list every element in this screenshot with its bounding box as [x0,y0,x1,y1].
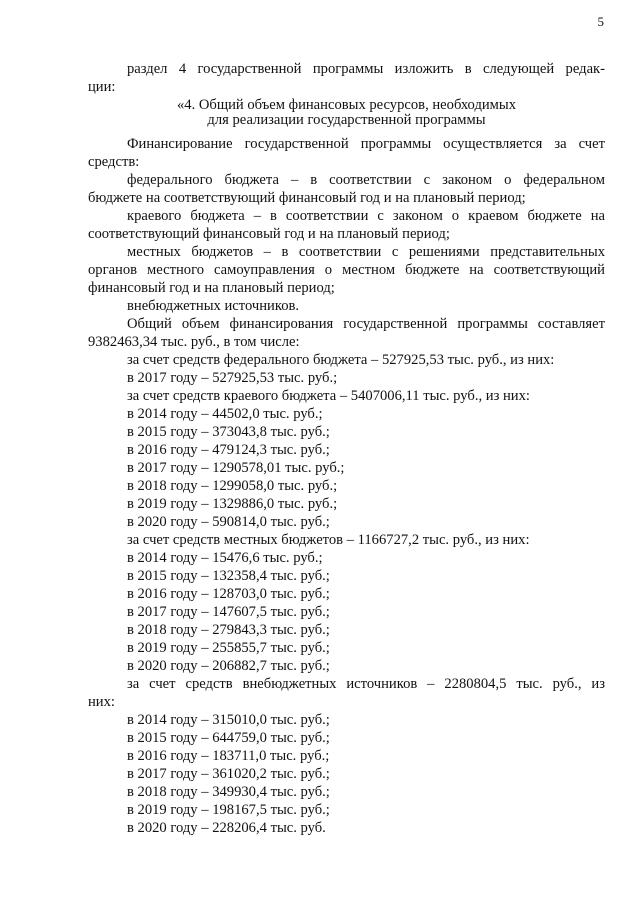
extra-budget-year: в 2014 году – 315010,0 тыс. руб.; [127,712,330,728]
intro-line-2: ции: [88,79,116,95]
regional-budget-year: в 2014 году – 44502,0 тыс. руб.; [127,406,323,422]
local-budget-header: за счет средств местных бюджетов – 1166727,2 тыс. руб., из них: [127,532,530,548]
extra-budget-year: в 2016 году – 183711,0 тыс. руб.; [127,748,330,764]
local-budget-year: в 2019 году – 255855,7 тыс. руб.; [127,640,330,656]
regional-budget-year: в 2015 году – 373043,8 тыс. руб.; [127,424,330,440]
local-source-line-3: финансовый год и на плановый период; [88,280,335,296]
local-budget-year: в 2016 году – 128703,0 тыс. руб.; [127,586,330,602]
local-source-line-2: органов местного самоуправления о местном бюджете на соответствующий [88,262,605,278]
local-budget-year: в 2014 году – 15476,6 тыс. руб.; [127,550,323,566]
regional-source-line-1: краевого бюджета – в соответствии с законом о краевом бюджете на [127,208,605,224]
extra-budget-header-line-2: них: [88,694,115,710]
federal-source-line-1: федерального бюджета – в соответствии с законом о федеральном [127,172,605,188]
federal-budget-year: в 2017 году – 527925,53 тыс. руб.; [127,370,338,386]
page-number: 5 [597,14,604,29]
local-source-line-1: местных бюджетов – в соответствии с решениями представительных [127,244,605,260]
extra-budget-year: в 2019 году – 198167,5 тыс. руб.; [127,802,330,818]
local-budget-year: в 2018 году – 279843,3 тыс. руб.; [127,622,330,638]
extra-budget-year: в 2017 году – 361020,2 тыс. руб.; [127,766,330,782]
section-heading-line-2: для реализации государственной программы [207,112,486,128]
section-heading-line-1: «4. Общий объем финансовых ресурсов, необходимых [176,97,517,113]
financing-paragraph-line-1: Финансирование государственной программы осуществляется за счет [127,136,605,152]
regional-budget-year: в 2016 году – 479124,3 тыс. руб.; [127,442,330,458]
local-budget-year: в 2020 году – 206882,7 тыс. руб.; [127,658,330,674]
federal-budget-header: за счет средств федерального бюджета – 527925,53 тыс. руб., из них: [127,352,555,368]
extra-budget-year: в 2020 году – 228206,4 тыс. руб. [127,820,326,836]
extra-budget-year: в 2018 году – 349930,4 тыс. руб.; [127,784,330,800]
financing-paragraph-line-2: средств: [88,154,140,170]
extra-budget-header-line-1: за счет средств внебюджетных источников – 2280804,5 тыс. руб., из [127,676,605,692]
regional-budget-year: в 2017 году – 1290578,01 тыс. руб.; [127,460,345,476]
local-budget-year: в 2017 году – 147607,5 тыс. руб.; [127,604,330,620]
regional-budget-year: в 2019 году – 1329886,0 тыс. руб.; [127,496,338,512]
extra-source-line: внебюджетных источников. [127,298,300,314]
intro-line-1: раздел 4 государственной программы изложить в следующей редак- [127,61,605,77]
regional-budget-year: в 2020 году – 590814,0 тыс. руб.; [127,514,330,530]
extra-budget-year: в 2015 году – 644759,0 тыс. руб.; [127,730,330,746]
regional-source-line-2: соответствующий финансовый год и на плановый период; [88,226,450,242]
total-line-1: Общий объем финансирования государственной программы составляет [127,316,605,332]
regional-budget-header: за счет средств краевого бюджета – 5407006,11 тыс. руб., из них: [127,388,530,404]
regional-budget-year: в 2018 году – 1299058,0 тыс. руб.; [127,478,338,494]
local-budget-year: в 2015 году – 132358,4 тыс. руб.; [127,568,330,584]
federal-source-line-2: бюджете на соответствующий финансовый год и на плановый период; [88,190,526,206]
total-line-2: 9382463,34 тыс. руб., в том числе: [88,334,300,350]
